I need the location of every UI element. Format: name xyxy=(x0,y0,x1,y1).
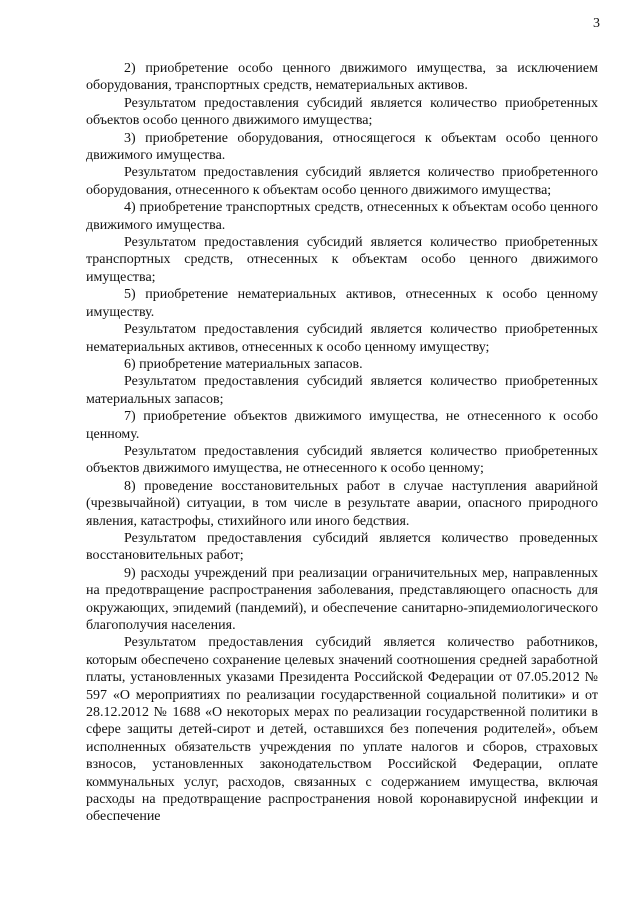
paragraph-item-7: 7) приобретение объектов движимого имущества, не отнесенного к особо ценному. xyxy=(86,409,598,442)
paragraph-item-3: 3) приобретение оборудования, относящегося к объектам особо ценного движимого имущества. xyxy=(86,130,598,164)
paragraph-result: Результатом предоставления субсидий является количество приобретенных объектов особо ценного движимого имущества; xyxy=(86,95,598,129)
paragraph-item-8: 8) проведение восстановительных работ в случае наступления аварийной (чрезвычайной) ситуации, в том числе в результате аварии, опасного природного явления, катастрофы, стихийного или иного бедствия. xyxy=(86,478,598,529)
paragraph-result: Результатом предоставления субсидий является количество работников, которым обеспечено сохранение целевых значений соотношения средней заработной платы, установленных указами Президента Российской Федерации от 07.05.2012 № 597 «О мероприятиях по реализации государственной социальной политики» и от 28.12.2012 № 1688 «О некоторых мерах по реализации государственной политики в сфере защиты детей-сирот и детей, оставшихся без попечения родителей», объем исполненных обязательств учреждения по уплате налогов и сборов, страховых взносов, установленных законодательством Российской Федерации, оплате коммунальных услуг, расходов, связанных с содержанием имущества, включая расходы на предотвращение распространения новой коронавирусной инфекции и обеспечение xyxy=(86,635,598,825)
paragraph-result: Результатом предоставления субсидий является количество приобретенных объектов движимого имущества, не отнесенного к особо ценному; xyxy=(86,443,598,477)
paragraph-result: Результатом предоставления субсидий является количество приобретенного оборудования, отнесенного к объектам особо ценного движимого имущества; xyxy=(86,165,598,198)
paragraph-item-9: 9) расходы учреждений при реализации ограничительных мер, направленных на предотвращение распространения заболевания, представляющего опасность для окружающих, эпидемий (пандемий), и обеспечение санитарно-эпидемиологического благополучия населения. xyxy=(86,565,598,633)
paragraph-item-4: 4) приобретение транспортных средств, отнесенных к объектам особо ценного движимого имущества. xyxy=(86,200,598,233)
paragraph-item-6: 6) приобретение материальных запасов. xyxy=(124,356,363,372)
paragraph-result: Результатом предоставления субсидий является количество приобретенных транспортных средств, отнесенных к объектам особо ценного движимого имущества; xyxy=(86,235,598,285)
paragraph-result: Результатом предоставления субсидий является количество приобретенных нематериальных активов, отнесенных к особо ценному имуществу; xyxy=(86,322,598,355)
paragraph-item-5: 5) приобретение нематериальных активов, отнесенных к особо ценному имуществу. xyxy=(86,287,598,320)
paragraph-result: Результатом предоставления субсидий является количество проведенных восстановительных работ; xyxy=(86,530,598,564)
paragraph-result: Результатом предоставления субсидий является количество приобретенных материальных запасов; xyxy=(86,374,598,407)
document-body xyxy=(86,60,598,826)
paragraph-item-2: 2) приобретение особо ценного движимого имущества, за исключением оборудования, транспортных средств, нематериальных активов. xyxy=(86,61,598,94)
page-number: 3 xyxy=(593,16,600,31)
